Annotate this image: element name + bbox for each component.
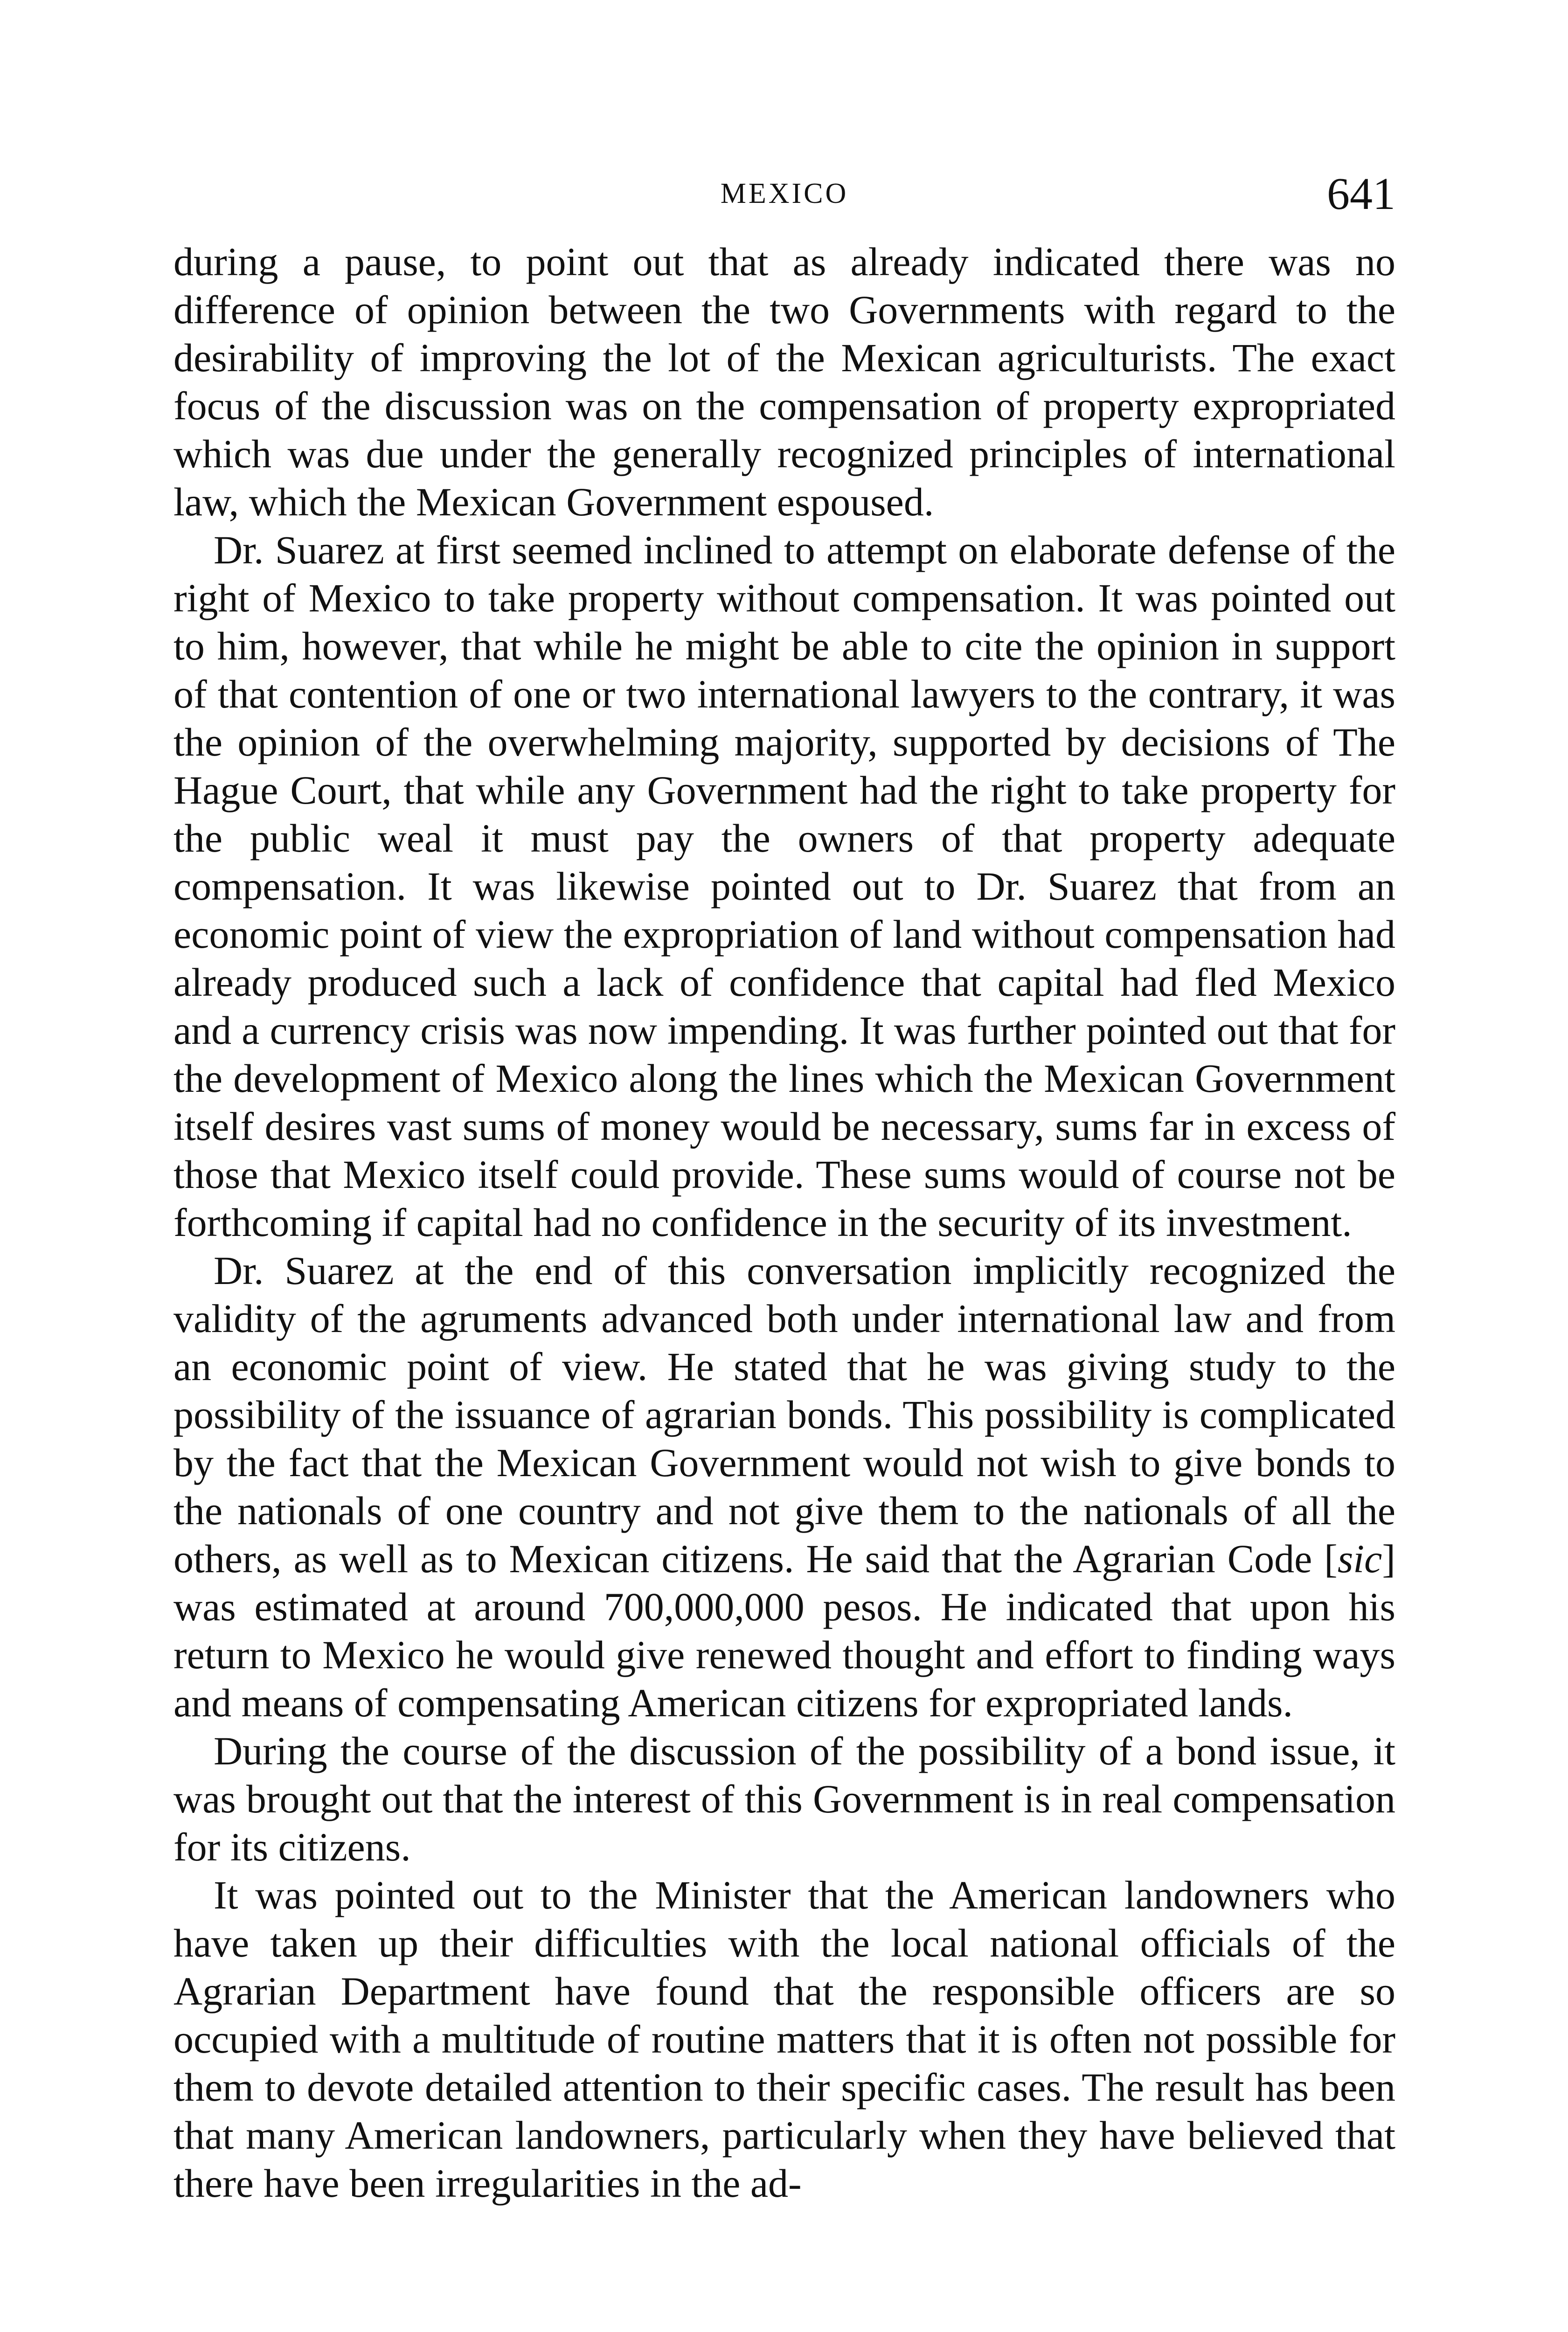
sic-annotation: sic (1337, 1536, 1382, 1581)
paragraph (173, 1247, 1395, 1727)
document-page (173, 168, 1395, 2207)
body-text (173, 238, 1395, 2207)
paragraph-text: Dr. Suarez at the end of this conversation implicitly recognized the validity of the agruments advanced both under international law and from an economic point of view. He stated that he was giving study to the possibility of the issuance of agrarian bonds. This possibility is complicated by the fact that the Mexican Government would not wish to give bonds to the nationals of one country and not give them to the nationals of all the others, as well as to Mexican citizens. He said that the Agrarian Code [ (173, 1248, 1395, 1581)
paragraph-text: ] was estimated at around 700,000,000 pesos. He indicated that upon his return to Mexico he would give renewed thought and effort to finding ways and means of compensating American citizens for expropriated lands. (173, 1536, 1395, 1725)
paragraph: During the course of the discussion of the possibility of a bond issue, it was brought out that the interest of this Government is in real compensation for its citizens. (173, 1728, 1395, 1869)
running-header (173, 168, 1395, 238)
running-title: MEXICO (720, 178, 849, 209)
paragraph: Dr. Suarez at first seemed inclined to attempt on elaborate defense of the right of Mexico to take property without compensation. It was pointed out to him, however, that while he might be able to cite the opinion in support of that contention of one or two international lawyers to the contrary, it was the opinion of the overwhelming majority, supported by decisions of The Hague Court, that while any Government had the right to take property for the public weal it must pay the owners of that property adequate compensation. It was likewise pointed out to Dr. Suarez that from an economic point of view the expropriation of land without compensation had already produced such a lack of confidence that capital had fled Mexico and a currency crisis was now impending. It was further pointed out that for the development of Mexico along the lines which the Mexican Government itself desires vast sums of money would be necessary, sums far in excess of those that Mexico itself could provide. These sums would of course not be forthcoming if capital had no confidence in the security of its investment. (173, 527, 1395, 1245)
page-number: 641 (1327, 169, 1395, 219)
paragraph-continued: during a pause, to point out that as already indicated there was no difference of opinion between the two Governments with regard to the desirability of improving the lot of the Mexican agriculturists. The exact focus of the discussion was on the compensation of property expropriated which was due under the generally recognized principles of international law, which the Mexican Government espoused. (173, 239, 1395, 524)
paragraph: It was pointed out to the Minister that the American landowners who have taken up their difficulties with the local national officials of the Agrarian Department have found that the responsible officers are so occupied with a multitude of routine matters that it is often not possible for them to devote detailed attention to their specific cases. The result has been that many American landowners, particularly when they have believed that there have been irregularities in the ad- (173, 1873, 1395, 2206)
